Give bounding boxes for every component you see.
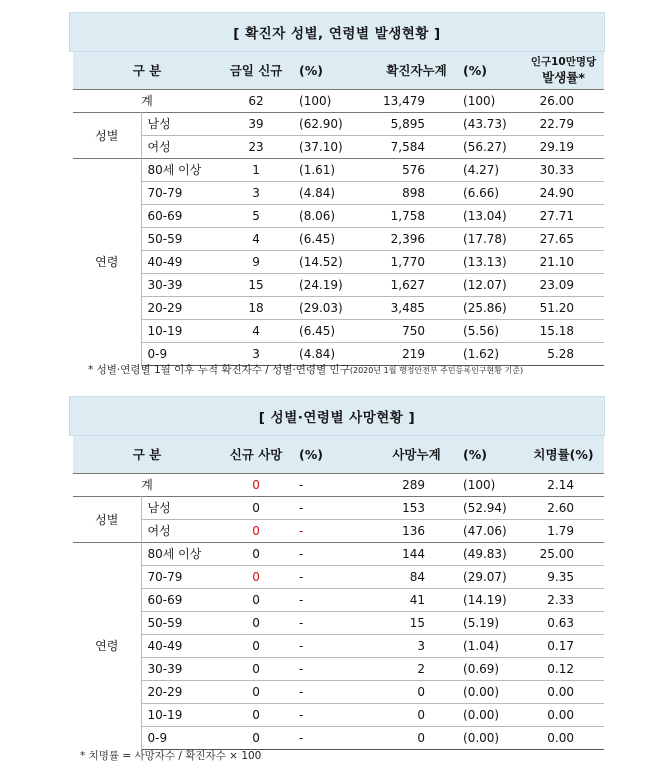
cumulative-value: 5,895 <box>378 112 455 135</box>
new-value: 0 <box>221 634 291 657</box>
cumulative-value: 153 <box>378 496 455 519</box>
cases-footnote-main: * 성별·연령별 1월 이후 누적 확진자수 / 성별·연령별 인구 <box>88 364 350 376</box>
row-label: 80세 이상 <box>141 542 221 565</box>
age-row <box>73 181 604 204</box>
new-value: 0 <box>221 542 291 565</box>
total-row <box>73 473 604 496</box>
row-label: 10-19 <box>141 703 221 726</box>
cumulative-value: 7,584 <box>378 135 455 158</box>
new-pct: - <box>291 496 378 519</box>
header-fatality: 치명률(%) <box>523 436 604 473</box>
cumulative-value: 0 <box>378 726 455 749</box>
total-row <box>73 89 604 112</box>
new-pct: - <box>291 680 378 703</box>
row-label: 40-49 <box>141 634 221 657</box>
row-label: 70-79 <box>141 565 221 588</box>
rate-value: 24.90 <box>523 181 604 204</box>
age-row <box>73 296 604 319</box>
total-label: 계 <box>73 473 221 496</box>
new-value: 4 <box>221 227 291 250</box>
new-pct: - <box>291 542 378 565</box>
cumulative-value: 219 <box>378 342 455 365</box>
cumulative-pct: (49.83) <box>455 542 523 565</box>
age-row <box>73 565 604 588</box>
cumulative-pct: (6.66) <box>455 181 523 204</box>
rate-value: 51.20 <box>523 296 604 319</box>
deaths-title: [ 성별·연령별 사망현황 ] <box>69 396 605 436</box>
cumulative-value: 3,485 <box>378 296 455 319</box>
new-value: 0 <box>221 588 291 611</box>
rate-value: 29.19 <box>523 135 604 158</box>
cumulative-pct: (25.86) <box>455 296 523 319</box>
cases-title: [ 확진자 성별, 연령별 발생현황 ] <box>69 12 605 52</box>
cumulative-value: 2,396 <box>378 227 455 250</box>
cumulative-pct: (17.78) <box>455 227 523 250</box>
deaths-header-row <box>73 436 604 473</box>
new-pct: (4.84) <box>291 342 378 365</box>
age-group-label: 연령 <box>73 158 141 365</box>
new-pct: (8.06) <box>291 204 378 227</box>
row-label: 70-79 <box>141 181 221 204</box>
rate-value: 0.00 <box>523 680 604 703</box>
deaths-footnote: * 치명률 = 사망자수 / 확진자수 × 100 <box>80 750 262 762</box>
rate-value: 0.00 <box>523 703 604 726</box>
cumulative-pct: (12.07) <box>455 273 523 296</box>
age-row <box>73 611 604 634</box>
row-label: 20-29 <box>141 296 221 319</box>
new-value: 0 <box>221 703 291 726</box>
row-label: 10-19 <box>141 319 221 342</box>
cumulative-pct: (0.00) <box>455 726 523 749</box>
new-pct: (29.03) <box>291 296 378 319</box>
row-label: 60-69 <box>141 588 221 611</box>
header-new-today: 금일 신규 <box>221 52 291 89</box>
cumulative-pct: (5.19) <box>455 611 523 634</box>
rate-value: 27.71 <box>523 204 604 227</box>
age-row <box>73 204 604 227</box>
row-label: 20-29 <box>141 680 221 703</box>
age-group-label: 연령 <box>73 542 141 749</box>
new-pct: (37.10) <box>291 135 378 158</box>
new-pct: - <box>291 726 378 749</box>
age-row <box>73 319 604 342</box>
cumulative-pct: (4.27) <box>455 158 523 181</box>
new-value: 3 <box>221 342 291 365</box>
cumulative-value: 13,479 <box>378 89 455 112</box>
cumulative-pct: (100) <box>455 473 523 496</box>
header-rate <box>523 52 604 89</box>
row-label: 60-69 <box>141 204 221 227</box>
cumulative-value: 15 <box>378 611 455 634</box>
new-pct: (6.45) <box>291 227 378 250</box>
cumulative-pct: (100) <box>455 89 523 112</box>
rate-value: 25.00 <box>523 542 604 565</box>
cumulative-pct: (29.07) <box>455 565 523 588</box>
new-value: 0 <box>221 473 291 496</box>
age-row <box>73 634 604 657</box>
rate-value: 2.14 <box>523 473 604 496</box>
rate-value: 15.18 <box>523 319 604 342</box>
sex-row <box>73 135 604 158</box>
new-pct: (100) <box>291 89 378 112</box>
header-pct: (%) <box>291 436 378 473</box>
cumulative-value: 576 <box>378 158 455 181</box>
new-pct: - <box>291 634 378 657</box>
cumulative-value: 289 <box>378 473 455 496</box>
cumulative-pct: (0.69) <box>455 657 523 680</box>
cumulative-value: 136 <box>378 519 455 542</box>
cases-footnote <box>88 362 523 377</box>
rate-value: 0.12 <box>523 657 604 680</box>
cumulative-pct: (13.13) <box>455 250 523 273</box>
new-pct: - <box>291 611 378 634</box>
cumulative-pct: (13.04) <box>455 204 523 227</box>
new-value: 0 <box>221 726 291 749</box>
header-pct2: (%) <box>455 436 523 473</box>
new-pct: (62.90) <box>291 112 378 135</box>
rate-value: 2.33 <box>523 588 604 611</box>
row-label: 남성 <box>141 496 221 519</box>
header-category: 구 분 <box>73 436 221 473</box>
header-cumulative: 확진자누계 <box>378 52 455 89</box>
age-row <box>73 542 604 565</box>
header-pct2: (%) <box>455 52 523 89</box>
new-value: 3 <box>221 181 291 204</box>
sex-row <box>73 496 604 519</box>
new-pct: - <box>291 473 378 496</box>
cumulative-value: 84 <box>378 565 455 588</box>
rate-value: 0.00 <box>523 726 604 749</box>
rate-value: 1.79 <box>523 519 604 542</box>
new-pct: (6.45) <box>291 319 378 342</box>
new-value: 5 <box>221 204 291 227</box>
age-row <box>73 680 604 703</box>
cumulative-pct: (47.06) <box>455 519 523 542</box>
row-label: 0-9 <box>141 342 221 365</box>
rate-value: 0.17 <box>523 634 604 657</box>
new-pct: - <box>291 703 378 726</box>
cumulative-pct: (1.62) <box>455 342 523 365</box>
cumulative-pct: (14.19) <box>455 588 523 611</box>
rate-value: 26.00 <box>523 89 604 112</box>
new-pct: - <box>291 519 378 542</box>
cumulative-pct: (1.04) <box>455 634 523 657</box>
new-value: 23 <box>221 135 291 158</box>
new-value: 0 <box>221 611 291 634</box>
new-value: 62 <box>221 89 291 112</box>
new-value: 1 <box>221 158 291 181</box>
cases-table <box>73 52 604 366</box>
new-pct: (24.19) <box>291 273 378 296</box>
rate-value: 30.33 <box>523 158 604 181</box>
cumulative-value: 1,627 <box>378 273 455 296</box>
cumulative-value: 144 <box>378 542 455 565</box>
age-row <box>73 273 604 296</box>
header-new-deaths: 신규 사망 <box>221 436 291 473</box>
new-value: 39 <box>221 112 291 135</box>
cumulative-value: 0 <box>378 703 455 726</box>
cumulative-value: 750 <box>378 319 455 342</box>
cumulative-value: 0 <box>378 680 455 703</box>
cumulative-value: 1,770 <box>378 250 455 273</box>
new-value: 15 <box>221 273 291 296</box>
row-label: 40-49 <box>141 250 221 273</box>
rate-value: 27.65 <box>523 227 604 250</box>
row-label: 50-59 <box>141 611 221 634</box>
age-row <box>73 657 604 680</box>
age-row <box>73 158 604 181</box>
cumulative-pct: (5.56) <box>455 319 523 342</box>
cumulative-pct: (56.27) <box>455 135 523 158</box>
deaths-table <box>73 436 604 750</box>
rate-value: 0.63 <box>523 611 604 634</box>
cases-footnote-small: (2020년 1월 행정안전부 주민등록인구현황 기준) <box>349 366 524 375</box>
row-label: 50-59 <box>141 227 221 250</box>
new-value: 0 <box>221 496 291 519</box>
new-pct: (14.52) <box>291 250 378 273</box>
header-category: 구 분 <box>73 52 221 89</box>
sex-row <box>73 112 604 135</box>
age-row <box>73 726 604 749</box>
new-value: 4 <box>221 319 291 342</box>
cumulative-pct: (0.00) <box>455 680 523 703</box>
row-label: 30-39 <box>141 657 221 680</box>
new-value: 0 <box>221 519 291 542</box>
rate-value: 5.28 <box>523 342 604 365</box>
row-label: 남성 <box>141 112 221 135</box>
age-row <box>73 250 604 273</box>
new-value: 0 <box>221 680 291 703</box>
cases-header-row <box>73 52 604 89</box>
new-value: 0 <box>221 565 291 588</box>
age-row <box>73 588 604 611</box>
header-rate-line2: 발생률* <box>542 70 585 86</box>
sex-group-label: 성별 <box>73 496 141 542</box>
row-label: 80세 이상 <box>141 158 221 181</box>
new-pct: - <box>291 565 378 588</box>
cumulative-pct: (52.94) <box>455 496 523 519</box>
rate-value: 9.35 <box>523 565 604 588</box>
rate-value: 23.09 <box>523 273 604 296</box>
total-label: 계 <box>73 89 221 112</box>
row-label: 30-39 <box>141 273 221 296</box>
header-cumulative: 사망누계 <box>378 436 455 473</box>
header-pct: (%) <box>291 52 378 89</box>
cumulative-value: 3 <box>378 634 455 657</box>
row-label: 0-9 <box>141 726 221 749</box>
rate-value: 22.79 <box>523 112 604 135</box>
cumulative-value: 1,758 <box>378 204 455 227</box>
rate-value: 2.60 <box>523 496 604 519</box>
new-pct: (4.84) <box>291 181 378 204</box>
new-pct: - <box>291 588 378 611</box>
new-pct: - <box>291 657 378 680</box>
cumulative-pct: (0.00) <box>455 703 523 726</box>
cumulative-value: 898 <box>378 181 455 204</box>
row-label: 여성 <box>141 519 221 542</box>
cumulative-value: 41 <box>378 588 455 611</box>
header-rate-line1: 인구10만명당 <box>530 56 597 69</box>
age-row <box>73 703 604 726</box>
age-row <box>73 227 604 250</box>
cumulative-pct: (43.73) <box>455 112 523 135</box>
row-label: 여성 <box>141 135 221 158</box>
new-value: 0 <box>221 657 291 680</box>
cumulative-value: 2 <box>378 657 455 680</box>
sex-group-label: 성별 <box>73 112 141 158</box>
new-pct: (1.61) <box>291 158 378 181</box>
new-value: 9 <box>221 250 291 273</box>
new-value: 18 <box>221 296 291 319</box>
sex-row <box>73 519 604 542</box>
rate-value: 21.10 <box>523 250 604 273</box>
